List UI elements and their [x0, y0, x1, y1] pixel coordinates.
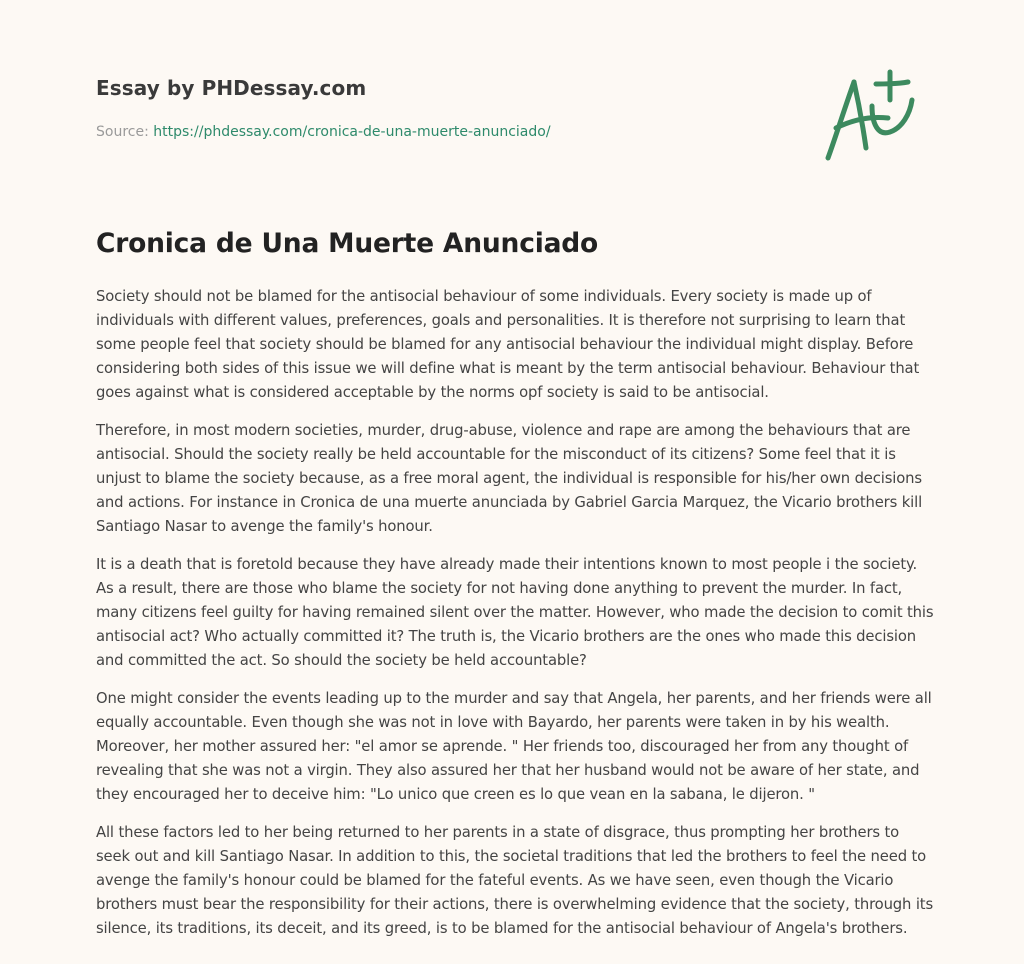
essay-paragraph-2: Therefore, in most modern societies, murder, drug-abuse, violence and rape are among the behaviours that are antisocial. Should the society really be held accountable for the misconduct of its citizens? Some feel that it is unjust to blame the society because, as a free moral agent, the individual is responsible for his/her own decisions and actions. For instance in Cronica de una muerte anunciada by Gabriel Garcia Marquez, the Vicario brothers kill Santiago Nasar to avenge the family's honour. [96, 422, 923, 535]
source-line [96, 124, 796, 140]
a-plus-grade-icon [822, 66, 926, 166]
essay-paragraph-3: It is a death that is foretold because they have already made their intentions known to most people i the society. As a result, there are those who blame the society for not having done anything to prevent the murder. In fact, many citizens feel guilty for having remained silent over the matter. However, who made the decision to comit this antisocial act? Who actually committed it? The truth is, the Vicario brothers are the ones who made this decision and committed the act. So should the society be held accountable? [96, 556, 934, 669]
source-link[interactable]: https://phdessay.com/cronica-de-una-muerte-anunciado/ [153, 124, 551, 140]
document-header [96, 76, 796, 140]
essay-paragraph-4: One might consider the events leading up to the murder and say that Angela, her parents, and her friends were all equally accountable. Even though she was not in love with Bayardo, her parents were taken in by his wealth. Moreover, her mother assured her: "el amor se aprende. " Her friends too, discouraged her from any thought of revealing that she was not a virgin. They also assured her that her husband would not be aware of her state, and they encouraged her to deceive him: "Lo unico que creen es lo que vean en la sabana, le dijeron. " [96, 690, 932, 803]
essay-paragraph-5: All these factors led to her being returned to her parents in a state of disgrace, thus prompting her brothers to seek out and kill Santiago Nasar. In addition to this, the societal traditions that led the brothers to feel the need to avenge the family's honour could be blamed for the fateful events. As we have seen, even though the Vicario brothers must bear the responsibility for their actions, there is overwhelming evidence that the society, through its silence, its traditions, its deceit, and its greed, is to be blamed for the antisocial behaviour of Angela's brothers. [96, 824, 934, 937]
essay-title: Cronica de Una Muerte Anunciado [96, 228, 599, 259]
essay-body [96, 285, 934, 955]
source-label: Source: [96, 124, 154, 140]
brand-title: Essay by PHDessay.com [96, 76, 367, 100]
essay-paragraph-1: Society should not be blamed for the antisocial behaviour of some individuals. Every society is made up of individuals with different values, preferences, goals and personalities. It is therefore not surprising to learn that some people feel that society should be blamed for any antisocial behaviour the individual might display. Before considering both sides of this issue we will define what is meant by the term antisocial behaviour. Behaviour that goes against what is considered acceptable by the norms opf society is said to be antisocial. [96, 288, 920, 401]
